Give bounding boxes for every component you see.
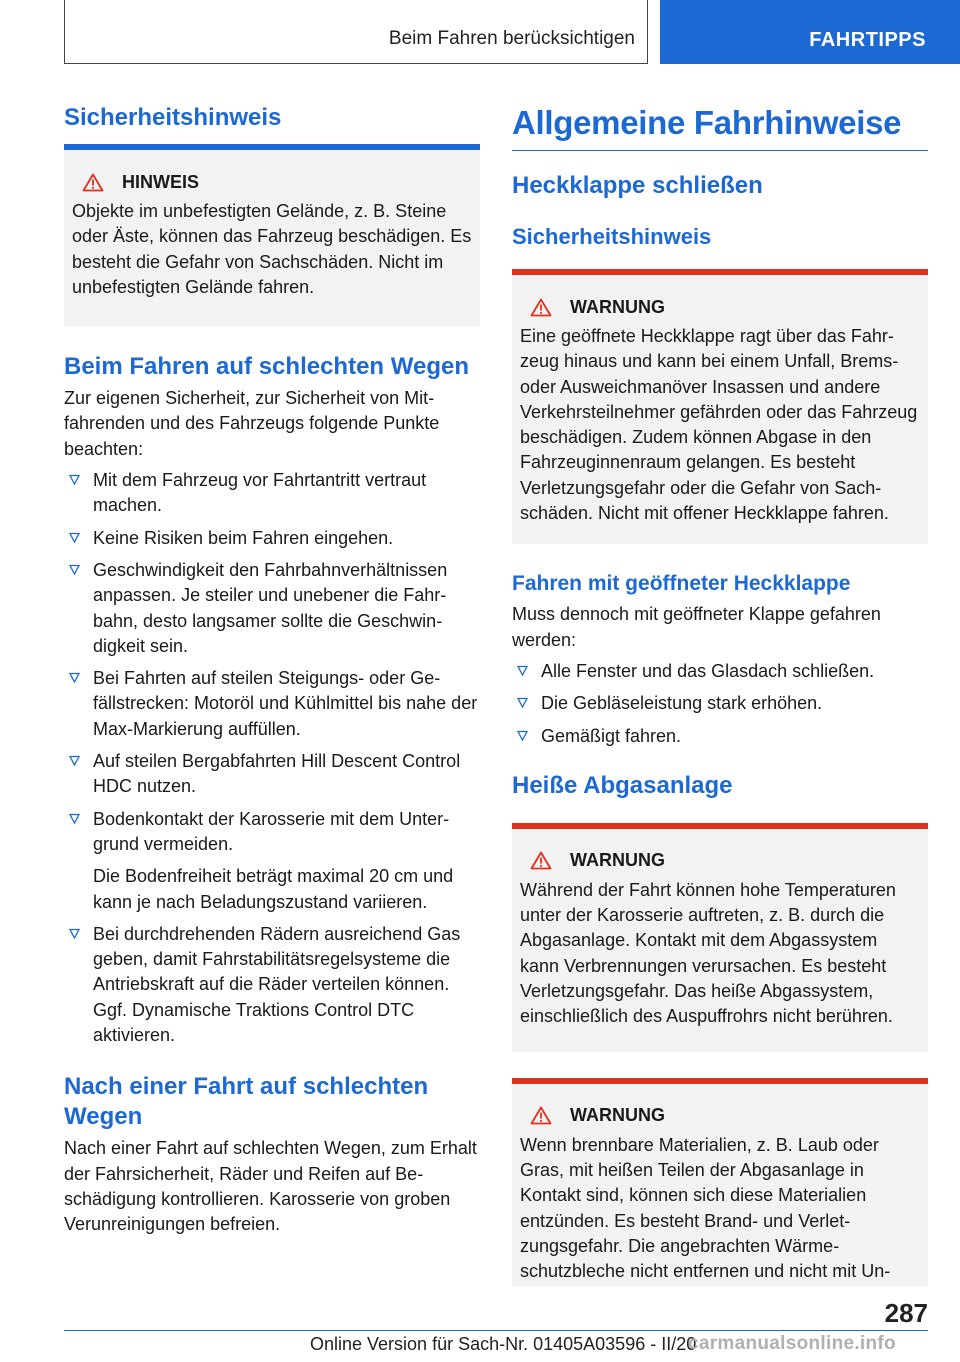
warnung-title <box>520 295 920 319</box>
warnung-box-abgas <box>512 823 928 1052</box>
bodenfreiheit-note: Die Bodenfreiheit beträgt maximal 20 cm und kann je nach Beladungszustand variieren. <box>93 866 454 912</box>
geoeffnet-intro: Muss dennoch mit geöffneter Klappe gefahren werden: <box>512 604 881 650</box>
warning-triangle-icon <box>530 298 552 317</box>
warning-triangle-icon <box>82 173 104 192</box>
nach-fahrt-text: Nach einer Fahrt auf schlechten Wegen, zum Erhalt der Fahrsicherheit, Räder und Reifen auf Beschädigung kontrollieren. Karosserie von groben Verunreinigungen befreien. <box>64 1138 477 1235</box>
page-number: 287 <box>884 1298 928 1328</box>
list-item: Gemäßigt fahren. <box>512 724 928 749</box>
header-section-box <box>64 0 648 64</box>
triangle-bullet-icon <box>69 755 80 766</box>
warnung-box-brand <box>512 1078 928 1286</box>
list-item: Keine Risiken beim Fahren eingehen. <box>64 526 480 551</box>
schlechte-wege-heading: Beim Fahren auf schlechten Wegen <box>64 353 469 381</box>
warnung-label: WARNUNG <box>570 1105 665 1126</box>
triangle-bullet-icon <box>517 697 528 708</box>
hinweis-text: Objekte im unbefestigten Gelände, z. B. Steine oder Äste, können das Fahrzeug beschädigen. Es besteht die Gefahr von Sachschäden. Nicht im unbefestigten Gelände fahren. <box>72 201 472 297</box>
geoeffnet-heading: Fahren mit geöffneter Heckklappe <box>512 572 851 596</box>
warnung-text: Wenn brennbare Materialien, z. B. Laub oder Gras, mit heißen Teilen der Abgasanlage in Kontakt sind, können sich diese Materialien entzünden. Es besteht Brand- und Verletzungsgefahr. Die angebrachten Wärmeschutzbleche nicht entfernen und nicht mit Un- <box>520 1134 891 1282</box>
watermark: carmanualsonline.info <box>688 1333 896 1354</box>
list-item: Mit dem Fahrzeug vor Fahrtantritt vertraut machen. <box>64 468 480 519</box>
list-item: Auf steilen Bergabfahrten Hill Descent Control HDC nutzen. <box>64 749 480 800</box>
list-item: Bei durchdrehenden Rädern ausreichend Gas geben, damit Fahrstabilitätsregelsysteme die Antriebskraft auf die Räder verteilen können. Ggf. Dynamische Traktions Control DTC aktivieren. <box>64 922 480 1048</box>
list-item: Die Gebläseleistung stark erhöhen. <box>512 691 928 716</box>
list-item: Bodenkontakt der Karosserie mit dem Untergrund vermeiden. Die Bodenfreiheit beträgt maximal 20 cm und kann je nach Beladungszustand variieren. <box>64 807 480 915</box>
hinweis-box <box>64 150 480 326</box>
list-item: Bei Fahrten auf steilen Steigungs- oder Gefällstrecken: Motoröl und Kühlmittel bis nahe der Max-Markierung auffüllen. <box>64 666 480 742</box>
warnung-title <box>520 849 920 873</box>
footer-divider <box>64 1330 928 1331</box>
triangle-bullet-icon <box>69 532 80 543</box>
triangle-bullet-icon <box>69 928 80 939</box>
page-title: Allgemeine Fahrhinweise <box>512 104 928 151</box>
abgasanlage-heading: Heiße Abgasanlage <box>512 771 733 799</box>
online-version-note: Online Version für Sach-Nr. 01405A03596 - II/20 <box>310 1334 697 1354</box>
left-column <box>64 100 480 1238</box>
schlechte-wege-intro: Zur eigenen Sicherheit, zur Sicherheit von Mitfahrenden und des Fahrzeugs folgende Punkte beachten: <box>64 388 440 459</box>
triangle-bullet-icon <box>517 730 528 741</box>
warnung-text: Eine geöffnete Heckklappe ragt über das Fahrzeug hinaus und kann bei einem Unfall, Brems- oder Ausweichmanöver Insassen und andere Verkehrsteilnehmer gefährden oder das Fahrzeug beschädigen. Zudem können Abgase in den Fahrzeuginnenraum gelangen. Es besteht Verletzungsgefahr oder die Gefahr von Sachschäden. Nicht mit offener Heckklappe fahren. <box>520 326 918 524</box>
warnung-box-heckklappe <box>512 269 928 544</box>
triangle-bullet-icon <box>69 813 80 824</box>
heckklappe-heading: Heckklappe schließen <box>512 172 763 199</box>
hinweis-title <box>72 170 472 194</box>
schlechte-wege-list <box>64 468 480 1048</box>
header-chapter-tab: FAHRTIPPS <box>660 0 960 64</box>
triangle-bullet-icon <box>517 665 528 676</box>
warning-triangle-icon <box>530 1106 552 1125</box>
triangle-bullet-icon <box>69 474 80 485</box>
warnung-text: Während der Fahrt können hohe Temperaturen unter der Karosserie auftreten, z. B. durch die Abgasanlage. Kontakt mit dem Abgassystem kann Verbrennungen verursachen. Es besteht Verletzungsgefahr. Das heiße Abgassystem, einschließlich des Auspuffrohrs nicht berühren. <box>520 879 896 1027</box>
list-item: Alle Fenster und das Glasdach schließen. <box>512 659 928 684</box>
geoeffnet-list <box>512 659 928 749</box>
triangle-bullet-icon <box>69 564 80 575</box>
warnung-label: WARNUNG <box>570 850 665 871</box>
hinweis-label: HINWEIS <box>122 171 200 192</box>
header-section-title: Beim Fahren berücksichtigen <box>388 28 635 49</box>
sicherheitshinweis-heading-right: Sicherheitshinweis <box>512 224 712 249</box>
warning-triangle-icon <box>530 851 552 870</box>
right-column <box>512 100 928 1286</box>
sicherheitshinweis-heading: Sicherheitshinweis <box>64 104 480 150</box>
warnung-title <box>520 1104 920 1128</box>
list-item: Geschwindigkeit den Fahrbahnverhältnissen anpassen. Je steiler und unebener die Fahrbahn, desto langsamer sollte die Geschwindigkeit sein. <box>64 558 480 659</box>
nach-fahrt-heading: Nach einer Fahrt auf schlechten Wegen <box>64 1073 429 1131</box>
warnung-label: WARNUNG <box>570 296 665 317</box>
triangle-bullet-icon <box>69 672 80 683</box>
